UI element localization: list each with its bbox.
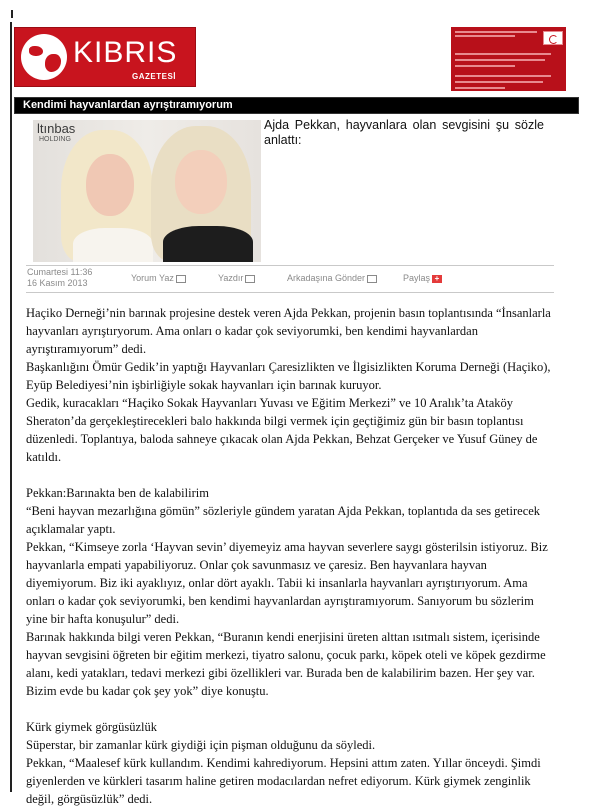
print-link[interactable] <box>218 273 255 283</box>
comment-icon <box>176 275 186 283</box>
meta-top-divider <box>26 265 554 266</box>
print-label: Yazdır <box>218 273 244 283</box>
article-date <box>27 267 92 289</box>
share-label: Paylaş <box>403 273 431 283</box>
paragraph: Süperstar, bir zamanlar kürk giydiği için pişman olduğunu da söyledi. <box>26 738 376 752</box>
paragraph: Başkanlığını Ömür Gedik’in yaptığı Hayvanları Çaresizlikten ve İlgisizlikten Koruma Derneği (Haçiko), Eyüp Belediyesi’nin işbirliğiyle sokak hayvanları için barınak kuruyor. <box>26 360 551 392</box>
globe-icon <box>21 34 67 80</box>
comment-link[interactable] <box>131 273 186 283</box>
photo-watermark-sub: HOLDING <box>39 136 71 143</box>
comment-label: Yorum Yaz <box>131 273 174 283</box>
paragraph: Gedik, kuracakları “Haçiko Sokak Hayvanları Yuvası ve Eğitim Merkezi” ve 10 Aralık’ta Ataköy Sheraton’da gerçekleştirecekleri balo hakkında bilgi vermek için geçtiğimiz gün bir basın toplantısı düzenledi. Toplantıya, baloda sahneye çıkacak olan Ajda Pekkan, Behzat Gerçeker ve Yusuf Güney de katıldı. <box>26 396 538 464</box>
article-lead: Ajda Pekkan, hayvanlara olan sevgisini şu sözle anlattı: <box>264 118 544 147</box>
logo-brand: KIBRIS <box>73 36 178 69</box>
print-icon <box>245 275 255 283</box>
top-tick <box>11 10 13 18</box>
article-title-bar <box>14 97 579 114</box>
share-link[interactable] <box>403 273 442 283</box>
mail-icon <box>367 275 377 283</box>
meta-bottom-divider <box>26 292 554 293</box>
article-title: Kendimi hayvanlardan ayrıştıramıyorum <box>23 99 233 111</box>
article-date-text: 16 Kasım 2013 <box>27 278 88 288</box>
send-label: Arkadaşına Gönder <box>287 273 366 283</box>
photo-watermark: ltınbas <box>37 121 76 136</box>
header-advert[interactable] <box>451 27 566 91</box>
paragraph: Haçiko Derneği’nin barınak projesine destek veren Ajda Pekkan, projenin basın toplantısında “İnsanlarla hayvanları ayrıştıryorum. Ama onları o kadar çok seviyorumki, ben kendimi hayvanlardan ayrıştıramıyorum” dedi. <box>26 306 551 356</box>
paragraph: Pekkan, “Kimseye zorla ‘Hayvan sevin’ diyemeyiz ama hayvan severlere saygı gösterilsin istiyoruz. Biz hayvanlarla empati yapabiliyoruz. Onlar çok savunmasız ve çaresiz. Ben hayvanlara hayvan diyemiyorum. Biz iki ayaklıyız, onlar dört ayaklı. Tabii ki insanlarla hayvanları ayrıştırıyorum. Ama onları o kadar çok seviyorumki, ben kendimi hayvanlardan ayrıştıramıyorum. Sanıyorum bu sözlerim yine bir hafta konuşulur” dedi. <box>26 540 548 626</box>
kibris-logo[interactable] <box>14 27 196 87</box>
send-to-friend-link[interactable] <box>287 273 377 283</box>
section-heading: Kürk giymek görgüsüzlük <box>26 720 158 734</box>
article-photo <box>33 120 261 262</box>
flag-icon <box>543 31 563 45</box>
paragraph: “Beni hayvan mezarlığına gömün” sözleriyle gündem yaratan Ajda Pekkan, toplantıda da ses getirecek açıklamalar yaptı. <box>26 504 541 536</box>
plus-icon: + <box>432 275 442 283</box>
page-border <box>10 22 12 792</box>
section-heading: Pekkan:Barınakta ben de kalabilirim <box>26 486 209 500</box>
paragraph: Pekkan, “Maalesef kürk kullandım. Kendimi kahrediyorum. Hepsini attım zaten. Yıllar önceydi. Şimdi giyenlerden ve kürkleri tasarım haline getiren modacılardan nefret ediyorum. Kürk giymek zenginlik değil, görgüsüzlük” dedi. <box>26 756 541 806</box>
article-day-time: Cumartesi 11:36 <box>27 267 93 277</box>
article-body <box>26 304 556 808</box>
logo-subtitle: GAZETESİ <box>132 72 177 81</box>
paragraph: Barınak hakkında bilgi veren Pekkan, “Buranın kendi enerjisini üreten alttan ısıtmalı sistem, içerisinde hayvan sevgisini öğreten bir eğitim merkezi, tiyatro salonu, çocuk parkı, köpek oteli ve köpek gezdirme alanı, kedi yatakları, tedavi merkezi gibi özellikleri var. Burada ben de kalabilirim bazen. Her şey var. Bizim evde bu kadar çok şey yok” diye konuştu. <box>26 630 546 698</box>
